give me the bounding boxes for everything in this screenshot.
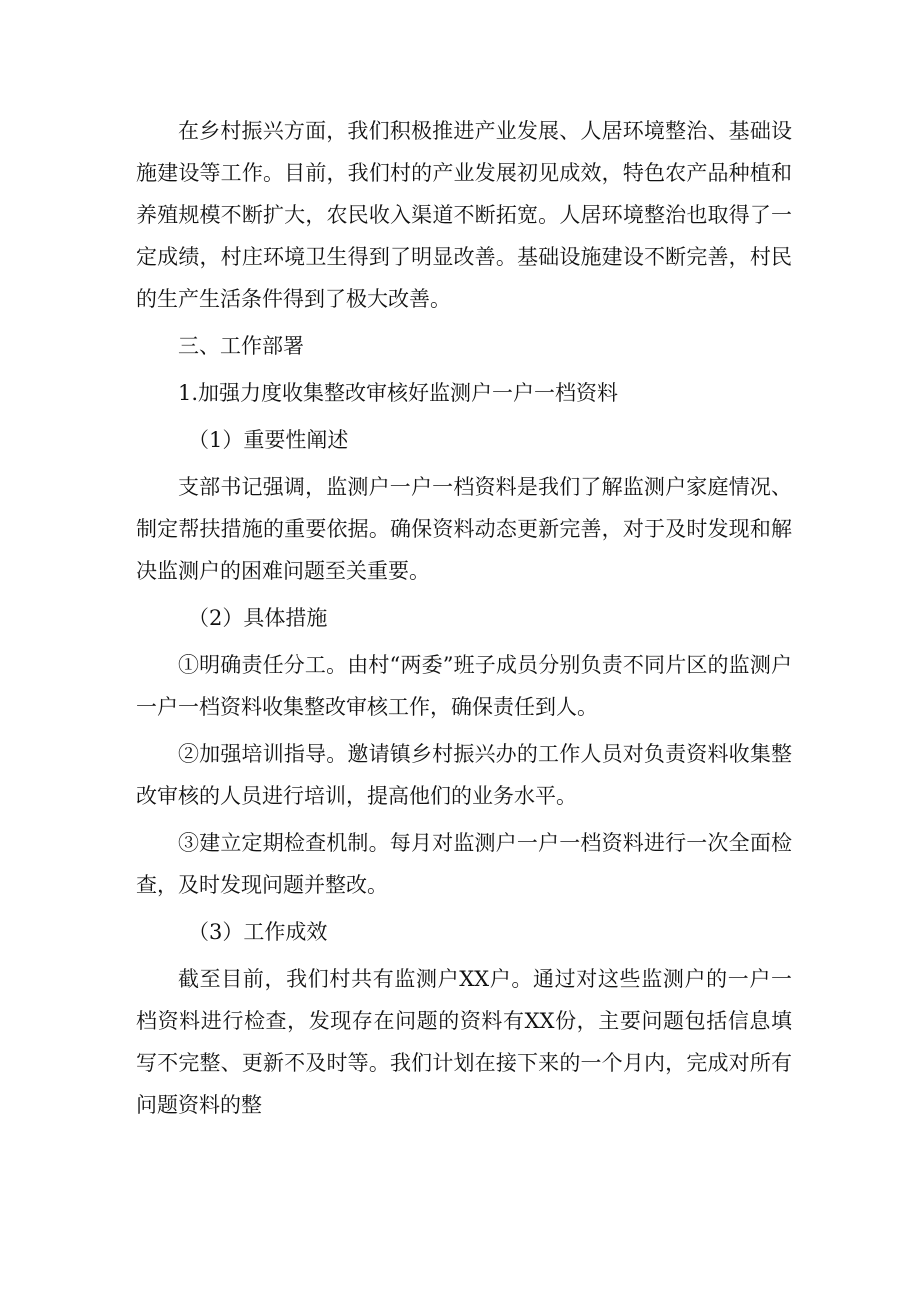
section-heading-work-deployment: 三、工作部署: [178, 334, 304, 358]
paragraph-importance: 支部书记强调，监测户一户一档资料是我们了解监测户家庭情况、制定帮扶措施的重要依据。确保资料动态更新完善，对于及时发现和解决监测户的困难问题至关重要。: [136, 475, 792, 583]
subheading-importance: （1）重要性阐述: [188, 428, 349, 452]
paragraph-measure-responsibility: ①明确责任分工。由村“两委”班子成员分别负责不同片区的监测户一户一档资料收集整改审核工作，确保责任到人。: [136, 653, 792, 719]
paragraph-measure-training: ②加强培训指导。邀请镇乡村振兴办的工作人员对负责资料收集整改审核的人员进行培训，提高他们的业务水平。: [136, 742, 792, 808]
subheading-work-results: （3）工作成效: [188, 920, 328, 944]
item-heading-archive-collection: 1.加强力度收集整改审核好监测户一户一档资料: [178, 381, 619, 405]
paragraph-work-results: 截至目前，我们村共有监测户XX户。通过对这些监测户的一户一档资料进行检查，发现存在问题的资料有XX份，主要问题包括信息填写不完整、更新不及时等。我们计划在接下来的一个月内，完成对所有问题资料的整: [136, 967, 792, 1117]
document-body: [136, 110, 792, 1131]
paragraph-measure-inspection: ③建立定期检查机制。每月对监测户一户一档资料进行一次全面检查，及时发现问题并整改。: [136, 831, 792, 897]
paragraph-rural-revitalization: 在乡村振兴方面，我们积极推进产业发展、人居环境整治、基础设施建设等工作。目前，我们村的产业发展初见成效，特色农产品种植和养殖规模不断扩大，农民收入渠道不断拓宽。人居环境整治也取得了一定成绩，村庄环境卫生得到了明显改善。基础设施建设不断完善，村民的生产生活条件得到了极大改善。: [136, 119, 792, 311]
subheading-specific-measures: （2）具体措施: [188, 606, 328, 630]
